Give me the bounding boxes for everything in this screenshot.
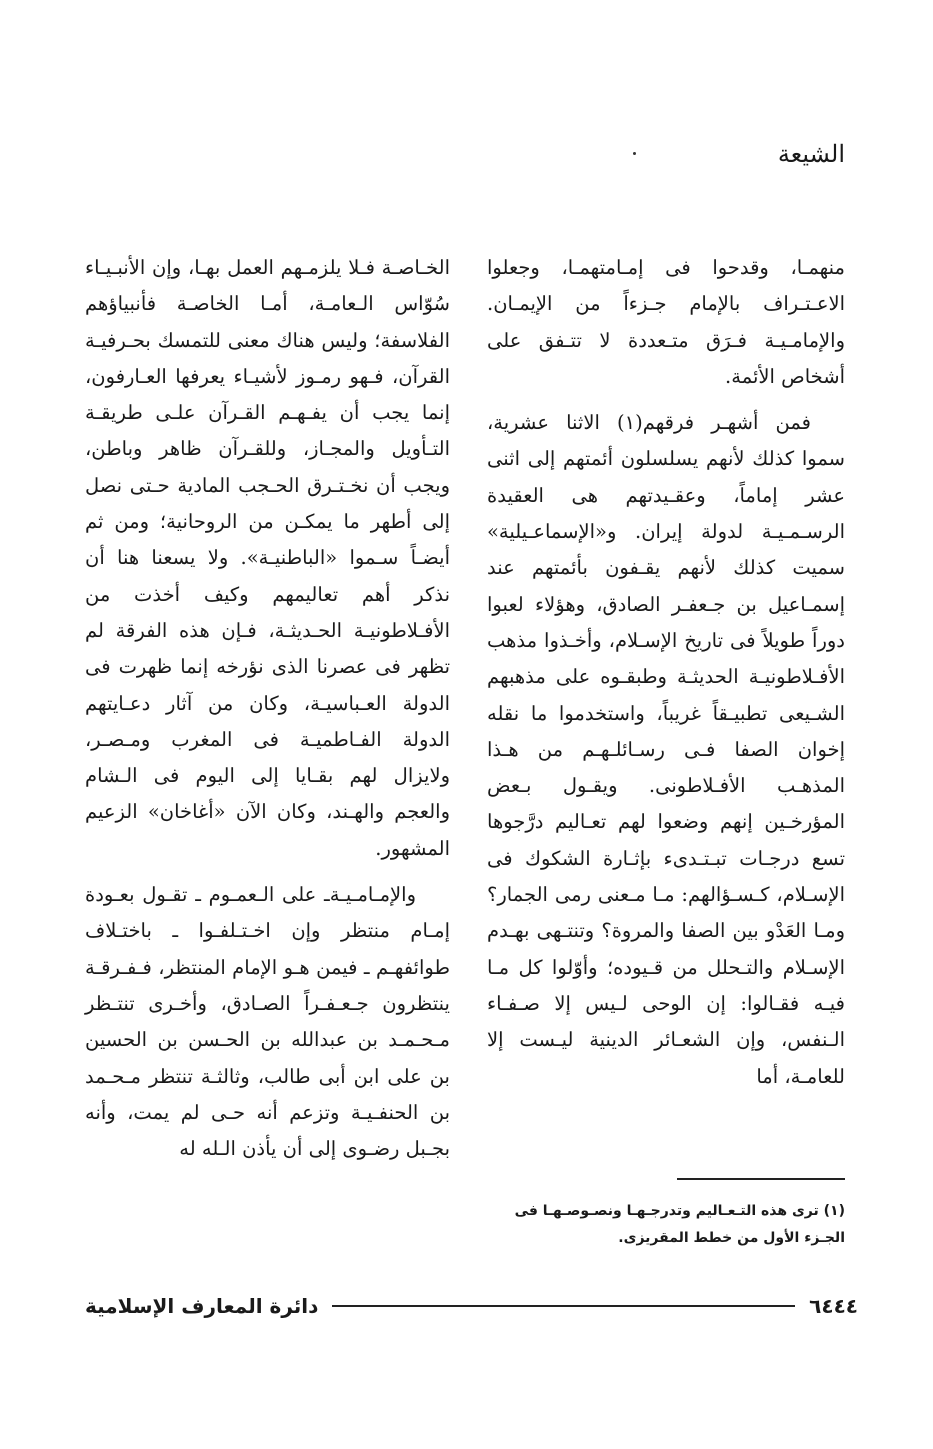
- page-number: ٦٤٤٤: [809, 1294, 858, 1318]
- footnote: (١) ترى هذه التـعـاليم وتدرجـهـا ونصـوصـهـا فى الجـزء الأول من خطط المقريزى.: [514, 1203, 845, 1246]
- paragraph: الخـاصـة فـلا يلزمـهم العمل بهـا، وإن الأنبـيـاء سُوّاس الـعامـة، أمـا الخاصـة فأنبياؤهم الفلاسفة؛ وليس هناك معنى للتمسك بحـرفيـة القرآن، فـهو رمـوز لأشيـاء يعرفها العـارفون، إنما يجب أن يفـهـم القـرآن علـى طريقـة التـأويل والمجـاز، وللقـرآن ظاهر وباطن، ويجب أن نخـتـرق الحـجب المادية حـتى نصل إلى أطهر ما يمكـن من الروحانية؛ ومن ثم أيضـاً سـموا «الباطنيـة». ولا يسعنا هنا أن نذكر أهم تعاليمهم وكيف أخذت من الأفـلاطونيـة الحـديثـة، فـإن هذه الفرقة لم تظهر فى عصرنا الذى نؤرخه إنما ظهرت فى الدولة العـباسيـة، وكان من آثار دعـايتهم الدولة الفـاطميـة فى المغرب ومـصـر، ولايزال لهم بقـايا إلى اليوم فى الـشام والعجم والهـند، وكان الآن «أغاخان» الزعيم المشهور.: [85, 256, 450, 860]
- page-footer: [85, 1288, 858, 1324]
- footer-title: دائرة المعارف الإسلامية: [85, 1294, 319, 1318]
- left-column: [85, 250, 450, 1167]
- right-column: [487, 250, 845, 1095]
- paragraph: منهمـا، وقدحوا فى إمـامتهمـا، وجعلوا الاعـتـراف بالإمام جـزءاً من الإيمـان. والإمامـيـة فـرَق متـعددة لا تتـفق على أشخاص الأئمة.: [487, 256, 845, 388]
- print-speck: [633, 152, 636, 155]
- footer-rule: [332, 1305, 795, 1307]
- paragraph: والإمـامـيـةـ على الـعمـوم ـ تقـول بعـودة إمـام منتظر وإن اخـتـلفـوا ـ باختـلاف طوائفهـم ـ فيمن هـو الإمام المنتظر، فـفـرقـة ينتظرون جـعـفـراً الصـادق، وأخـرى تنتـظر مـحـمـد بن عبدالله بن الحـسن بن الحسين بن على ابن أبى طالب، وثالثـة تنتظر مـحـمد بن الحنفـيـة وتزعم أنه حـى لم يمت، وأنه بجـبل رضـوى إلى أن يأذن الـله له: [85, 883, 450, 1161]
- running-head: الشيعة: [777, 140, 845, 168]
- footnote-separator: [677, 1178, 845, 1180]
- paragraph: فمن أشهـر فرقهم(١) الاثنا عشرية، سموا كذلك لأنهم يسلسلون أئمتهم إلى اثنى عشر إماماً، وعقـيدتهم هى العقيدة الرسـمـيـة لدولة إيران. و«الإسماعـيلية» سميت كذلك لأنهم يقـفون بأئمتهم عند إسمـاعيل بن جـعفـر الصادق، وهؤلاء لعبوا دوراً طويلاً فى تاريخ الإسـلام، وأخـذوا مذهب الأفـلاطونيـة الحديثـة وطبقـوه على مذهبهم الشـيعى تطبيـقاً غريباً، واستخدموا ما نقله إخوان الصفا فـى رسـائلـهـم من هـذا المذهـب الأفـلاطونى. ويقـول بـعض المؤرخـين إنهم وضعوا لهم تعـاليم درَّجوها تسع درجـات تبـتـدىء بإثـارة الشكوك فى الإسـلام، كـسـؤالهم: مـا مـعنى رمى الجمار؟ ومـا العَدْو بين الصفا والمروة؟ وتنتـهى بهـدم الإسـلام والتـحلل من قـيوده؛ وأوّلوا كل مـا فيـه فقـالوا: إن الوحى لـيس إلا صـفـاء الـنفس، وإن الشعـائر الدينية ليـست إلا للعامـة، أما: [487, 411, 845, 1088]
